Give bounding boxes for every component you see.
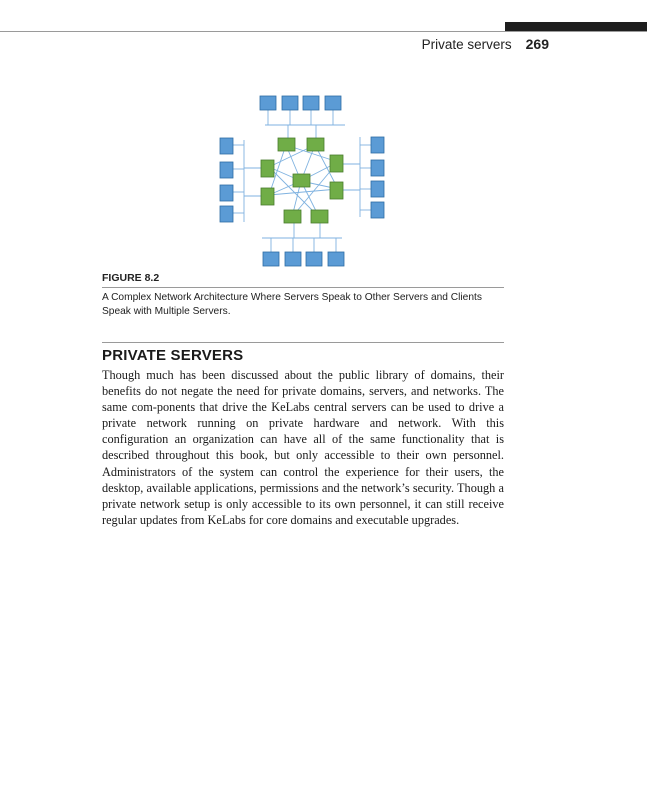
figure-label: FIGURE 8.2	[102, 272, 160, 284]
client-right-0	[371, 137, 384, 153]
section-rule	[102, 342, 504, 343]
server-t2	[307, 138, 324, 151]
figure-caption: A Complex Network Architecture Where Servers Speak to Other Servers and Clients Speak with Multiple Servers.	[102, 292, 482, 317]
caption-rule	[102, 287, 504, 288]
server-b2	[311, 210, 328, 223]
section-heading: PRIVATE SERVERS	[102, 347, 244, 364]
client-right-3	[371, 202, 384, 218]
mesh-link-12	[269, 189, 338, 195]
server-r1	[330, 155, 343, 172]
client-left-3	[220, 206, 233, 222]
client-bottom-0	[263, 252, 279, 266]
server-c	[293, 174, 310, 187]
running-head	[422, 36, 549, 52]
running-title: Private servers	[421, 37, 512, 52]
body-paragraph: Though much has been discussed about the public library of domains, their benefits do not negate the need for private domains, servers, and networks. The same com-ponents that drive the KeLabs central servers can be used to drive a private network running on private hardware and network. With this configuration an organization can have all of the same functionality that is described throughout this book, but only accessible to their own personnel. Administrators of the system can control the experience for their users, the desktop, available applications, permissions and the network’s security. Though a private network setup is only accessible to its own personnel, it can still receive regular updates from KeLabs for core domains and executable upgrades.	[102, 368, 504, 527]
network-diagram	[210, 92, 390, 272]
server-l1	[261, 160, 274, 177]
client-right-2	[371, 181, 384, 197]
client-bottom-1	[285, 252, 301, 266]
server-r2	[330, 182, 343, 199]
client-bottom-3	[328, 252, 344, 266]
client-right-1	[371, 160, 384, 176]
client-bottom-2	[306, 252, 322, 266]
header-rule	[0, 31, 647, 32]
client-top-3	[325, 96, 341, 110]
client-left-2	[220, 185, 233, 201]
client-left-0	[220, 138, 233, 154]
client-top-1	[282, 96, 298, 110]
client-top-2	[303, 96, 319, 110]
client-left-1	[220, 162, 233, 178]
server-t1	[278, 138, 295, 151]
client-top-0	[260, 96, 276, 110]
server-l2	[261, 188, 274, 205]
server-b1	[284, 210, 301, 223]
page-number: 269	[525, 36, 549, 52]
